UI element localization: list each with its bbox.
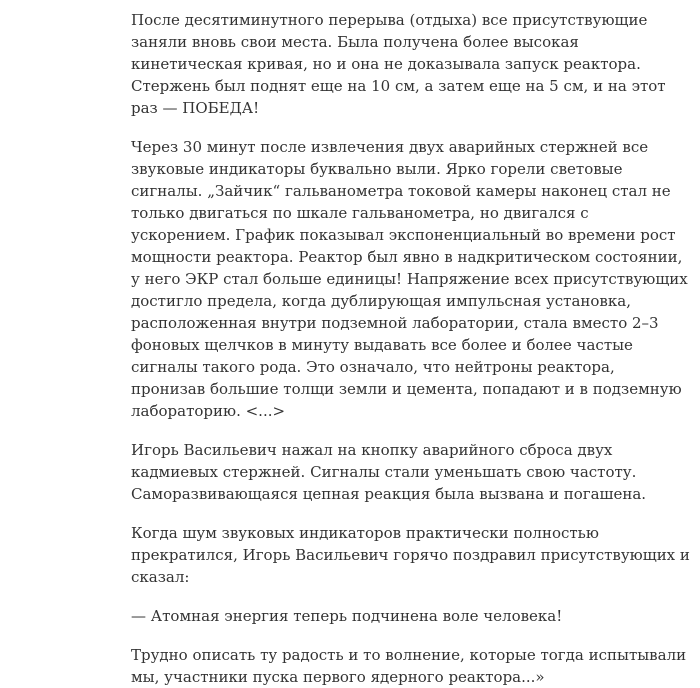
paragraph-quote: — Атомная энергия теперь подчинена воле человека! (131, 607, 563, 625)
paragraph-supercritical: Через 30 минут после извлечения двух аварийных стержней все звуковые индикаторы буквально выли. Ярко горели световые сигналы. „Зайчик“ гальванометра токовой камеры наконец стал не только двигаться по шкале гальванометра, но двигался с ускорением. График показывал экспоненциальный во времени рост мощности реактора. Реактор был явно в надкритическом состоянии, у него ЭКР стал больше единицы! Напряжение всех присутствующих достигло предела, когда дублирующая импульсная установка, расположенная внутри подземной лаборатории, стала вместо 2–3 фоновых щелчков в минуту выдавать все более и более частые сигналы такого рода. Это означало, что нейтроны реактора, пронизав большие толщи земли и цемента, попадают и в подземную лабораторию. <...> (131, 138, 688, 420)
paragraph-congratulations: Когда шум звуковых индикаторов практически полностью прекратился, Игорь Васильевич горячо поздравил присутствующих и сказал: (131, 524, 690, 586)
paragraph-closing: Трудно описать ту радость и то волнение, которые тогда испытывали мы, участники пуска первого ядерного реактора...» (131, 646, 687, 686)
paragraph-emergency-rods: Игорь Васильевич нажал на кнопку аварийного сброса двух кадмиевых стержней. Сигналы стали уменьшать свою частоту. Саморазвивающаяся цепная реакция была вызвана и погашена. (131, 441, 647, 503)
paragraph-restart-victory: После десятиминутного перерыва (отдыха) все присутствующие заняли вновь свои места. Была получена более высокая кинетическая кривая, но и она не доказывала запуск реактора. Стержень был поднят еще на 10 см, а затем еще на 5 см, и на этот раз — ПОБЕДА! (131, 11, 666, 117)
